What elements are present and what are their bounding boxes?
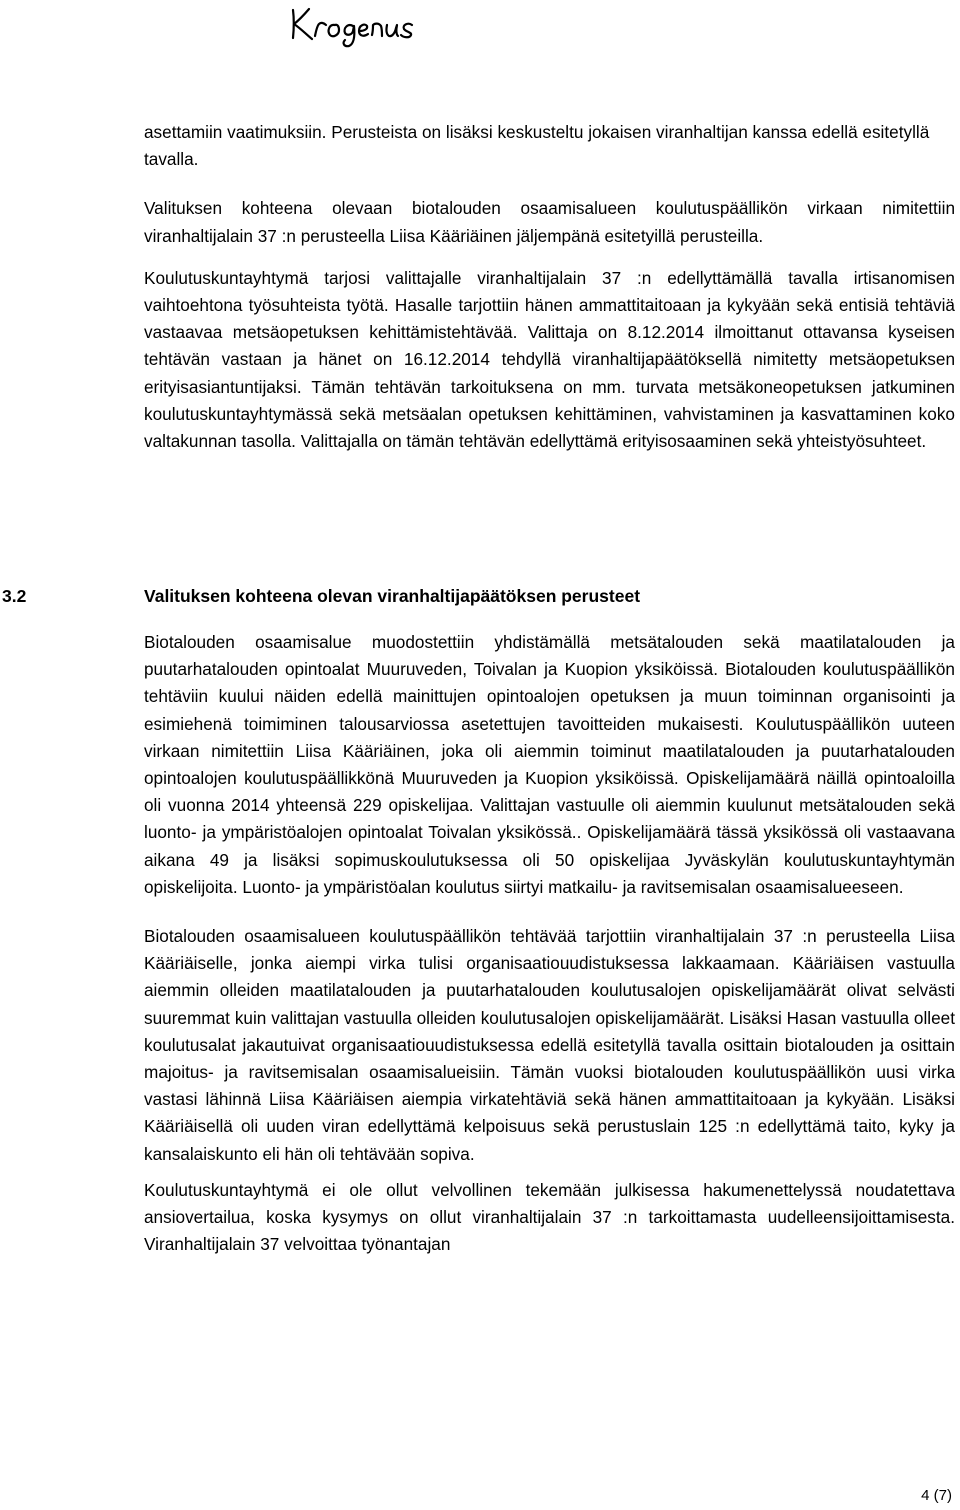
paragraph-4: Biotalouden osaamisalue muodostettiin yhdistämällä metsätalouden sekä maatilatalouden ja puutarhatalouden opintoalat Muuruveden, Toivalan ja Kuopion yksiköissä. Biotalouden koulutuspäällikön tehtäviin kuului näiden edellä mainittujen opintoalojen opetuksen ja muun toiminnan organisointi ja esimiehenä toimiminen talousarviossa asetettujen tavoitteiden mukaisesti. Koulutuspäällikön uuteen virkaan nimitettiin Liisa Kääriäinen, joka oli aiemmin toiminut maatilatalouden ja puutarhatalouden opintoalojen koulutuspäällikkönä Muuruveden ja Kuopion yksiköissä. Opiskelijamäärä näillä opintoaloilla oli vuonna 2014 yhteensä 229 opiskelijaa. Valittajan vastuulle oli aiemmin kuulunut metsätalouden sekä luonto- ja ympäristöalojen opintoalat Toivalan yksikössä.. Opiskelijamäärä tässä yksikössä oli vastaavana aikana 49 ja lisäksi sopimuskoulutuksessa oli 50 opiskelijaa Jyväskylän koulutuskuntayhtymän opiskelijoita. Luonto- ja ympäristöalan koulutus siirtyi matkailu- ja ravitsemisalan osaamisalueeseen. — [144, 632, 955, 897]
section-heading — [0, 582, 960, 610]
body-text-section — [144, 629, 955, 1258]
paragraph-5: Biotalouden osaamisalueen koulutuspäällikön tehtävää tarjottiin viranhaltijalain 37 :n perusteella Liisa Kääriäiselle, jonka aiempi virka tulisi organisaatiouudistuksessa lakkaamaan. Kääriäisen vastuulla aiemmin olleiden maatilatalouden ja puutarhatalouden koulutusalojen opiskelijamäärät olivat selvästi suuremmat kuin valittajan vastuulla olleiden koulutusalojen opiskelijamäärät. Lisäksi Hasan vastuulla olleet koulutusalat jakautuivat organisaatiouudistuksessa edellä esitetyllä tavalla osittain biotalouden ja osittain majoitus- ja ravitsemisalan osaamisalueisiin. Tämän vuoksi biotalouden koulutuspäällikön uusi virka vastasi lähinnä Liisa Kääriäisen aiempia virkatehtäviä sekä hänen ammattitaitoaan ja kykyään. Lisäksi Kääriäisellä oli uuden viran edellyttämä kelpoisuus sekä perustuslain 125 :n edellyttämä taito, kyky ja kansalaiskunto eli hän oli tehtävään sopiva. — [144, 926, 955, 1164]
section-title: Valituksen kohteena olevan viranhaltijapäätöksen perusteet — [144, 586, 641, 606]
body-text-top — [144, 119, 955, 455]
krogerus-logo — [285, 4, 425, 48]
section-number: 3.2 — [2, 586, 27, 606]
paragraph-1: asettamiin vaatimuksiin. Perusteista on lisäksi keskusteltu jokaisen viranhaltijan kanssa edellä esitetyllä tavalla. — [144, 122, 930, 170]
paragraph-6: Koulutuskuntayhtymä ei ole ollut velvollinen tekemään julkisessa hakumenettelyssä noudatettava ansiovertailua, koska kysymys on ollut viranhaltijalain 37 :n tarkoittamasta uudelleensijoittamisesta. Viranhaltijalain 37 velvoittaa työnantajan — [144, 1179, 955, 1255]
paragraph-2: Valituksen kohteena olevaan biotalouden osaamisalueen koulutuspäällikön virkaan nimitettiin viranhaltijalain 37 :n perusteella Liisa Kääriäinen jäljempänä esitetyillä perusteilla. — [144, 198, 955, 246]
paragraph-3: Koulutuskuntayhtymä tarjosi valittajalle viranhaltijalain 37 :n edellyttämällä tavalla irtisanomisen vaihtoehtona työsuhteista työtä. Hasalle tarjottiin hänen ammattitaitoaan ja kykyään sekä entisiä tehtäviä vastaavaa metsäopetuksen kehittämistehtävää. Valittaja on 8.12.2014 ilmoittanut ottavansa kyseisen tehtävän vastaan ja hänet on 16.12.2014 tehdyllä viranhaltijapäätöksellä nimitetty metsäopetuksen erityisasiantuntijaksi. Tämän tehtävän tarkoituksena on mm. turvata metsäkoneopetuksen jatkuminen koulutuskuntayhtymässä sekä metsäalan opetuksen kehittäminen, vahvistaminen ja kasvattaminen koko valtakunnan tasolla. Valittajalla on tämän tehtävän edellyttämä erityisosaaminen sekä yhteistyösuhteet. — [144, 267, 955, 452]
page-number: 4 (7) — [921, 1487, 952, 1504]
krogerus-logo-signature — [285, 4, 425, 48]
